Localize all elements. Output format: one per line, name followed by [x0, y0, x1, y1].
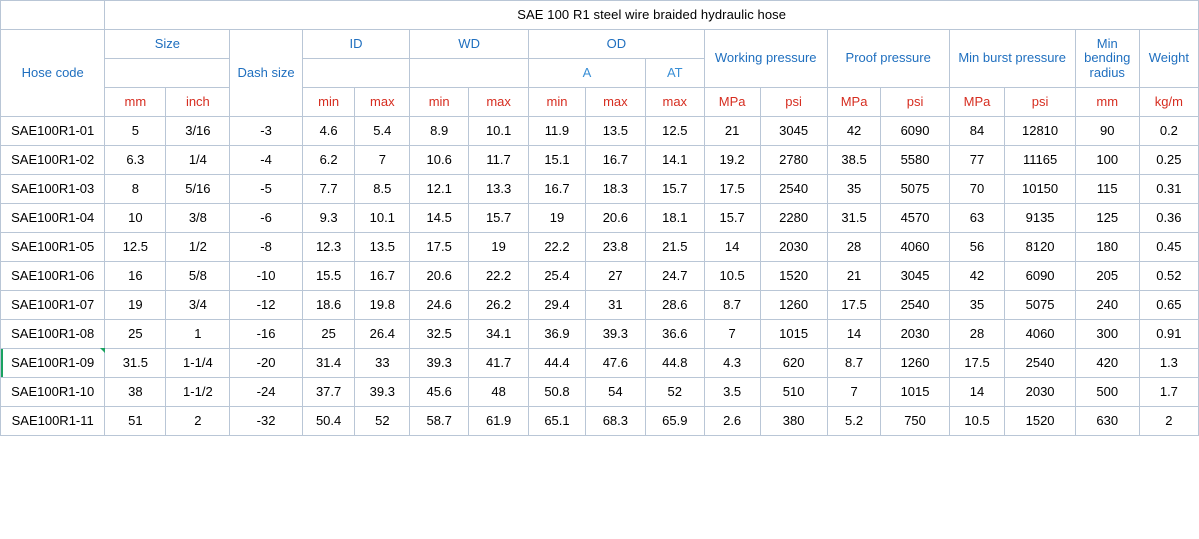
cell-od-a-max: 16.7: [585, 146, 645, 175]
cell-wp-mpa: 15.7: [704, 204, 760, 233]
cell-od-a-max: 20.6: [585, 204, 645, 233]
cell-mb-psi: 6090: [1005, 262, 1075, 291]
cell-od-at-max: 28.6: [645, 291, 704, 320]
col-header-dash-size: Dash size: [230, 30, 302, 117]
cell-dash-size: -12: [230, 291, 302, 320]
cell-id-max: 26.4: [355, 320, 410, 349]
unit-pp-psi: psi: [881, 88, 949, 117]
cell-size-inch: 5/8: [166, 262, 230, 291]
cell-od-a-max: 31: [585, 291, 645, 320]
cell-wd-max: 15.7: [469, 204, 529, 233]
cell-mb-psi: 2030: [1005, 378, 1075, 407]
cell-od-at-max: 15.7: [645, 175, 704, 204]
cell-mb-mpa: 56: [949, 233, 1005, 262]
cell-od-a-min: 22.2: [529, 233, 586, 262]
cell-hose-code: SAE100R1-08: [1, 320, 105, 349]
table-row: [1, 378, 1199, 407]
cell-id-max: 13.5: [355, 233, 410, 262]
cell-wd-max: 13.3: [469, 175, 529, 204]
cell-mb-mpa: 63: [949, 204, 1005, 233]
cell-pp-mpa: 21: [827, 262, 881, 291]
cell-od-a-min: 29.4: [529, 291, 586, 320]
table-row: [1, 204, 1199, 233]
col-header-min-burst-pressure: Min burst pressure: [949, 30, 1075, 88]
header-group-row: [1, 30, 1199, 59]
cell-id-min: 7.7: [302, 175, 355, 204]
cell-mb-psi: 11165: [1005, 146, 1075, 175]
cell-size-inch: 1/2: [166, 233, 230, 262]
cell-od-a-min: 25.4: [529, 262, 586, 291]
cell-od-at-max: 52: [645, 378, 704, 407]
cell-pp-psi: 6090: [881, 117, 949, 146]
cell-size-mm: 19: [105, 291, 166, 320]
cell-hose-code: SAE100R1-10: [1, 378, 105, 407]
cell-dash-size: -16: [230, 320, 302, 349]
unit-wd-max: max: [469, 88, 529, 117]
cell-od-a-max: 47.6: [585, 349, 645, 378]
cell-mb-psi: 5075: [1005, 291, 1075, 320]
cell-pp-mpa: 5.2: [827, 407, 881, 436]
cell-size-mm: 51: [105, 407, 166, 436]
cell-weight: 0.36: [1139, 204, 1198, 233]
cell-id-min: 4.6: [302, 117, 355, 146]
cell-wp-psi: 2280: [760, 204, 827, 233]
cell-wd-max: 10.1: [469, 117, 529, 146]
unit-wd-min: min: [410, 88, 469, 117]
cell-wd-min: 14.5: [410, 204, 469, 233]
cell-dash-size: -3: [230, 117, 302, 146]
cell-wp-psi: 510: [760, 378, 827, 407]
cell-od-at-max: 14.1: [645, 146, 704, 175]
cell-od-a-min: 11.9: [529, 117, 586, 146]
title-spacer-cell: [1, 1, 105, 30]
table-row: [1, 117, 1199, 146]
unit-pp-mpa: MPa: [827, 88, 881, 117]
cell-wd-min: 8.9: [410, 117, 469, 146]
cell-mb-psi: 8120: [1005, 233, 1075, 262]
cell-od-a-max: 68.3: [585, 407, 645, 436]
cell-wd-max: 34.1: [469, 320, 529, 349]
cell-size-inch: 1: [166, 320, 230, 349]
cell-wp-mpa: 3.5: [704, 378, 760, 407]
cell-bending-radius: 500: [1075, 378, 1139, 407]
unit-od-a-min: min: [529, 88, 586, 117]
cell-wp-mpa: 17.5: [704, 175, 760, 204]
cell-id-max: 39.3: [355, 378, 410, 407]
unit-id-min: min: [302, 88, 355, 117]
cell-wp-psi: 380: [760, 407, 827, 436]
cell-size-mm: 12.5: [105, 233, 166, 262]
unit-size-mm: mm: [105, 88, 166, 117]
col-header-od: OD: [529, 30, 705, 59]
cell-pp-mpa: 14: [827, 320, 881, 349]
col-header-wd-spacer: [410, 59, 529, 88]
cell-bending-radius: 115: [1075, 175, 1139, 204]
cell-id-max: 8.5: [355, 175, 410, 204]
cell-od-a-max: 39.3: [585, 320, 645, 349]
cell-mb-mpa: 35: [949, 291, 1005, 320]
cell-mb-psi: 9135: [1005, 204, 1075, 233]
cell-dash-size: -32: [230, 407, 302, 436]
cell-bending-radius: 205: [1075, 262, 1139, 291]
cell-size-mm: 31.5: [105, 349, 166, 378]
cell-wd-min: 10.6: [410, 146, 469, 175]
cell-size-inch: 5/16: [166, 175, 230, 204]
cell-pp-mpa: 7: [827, 378, 881, 407]
cell-pp-psi: 3045: [881, 262, 949, 291]
cell-size-mm: 38: [105, 378, 166, 407]
cell-id-min: 6.2: [302, 146, 355, 175]
cell-pp-mpa: 28: [827, 233, 881, 262]
cell-pp-psi: 2030: [881, 320, 949, 349]
cell-od-at-max: 24.7: [645, 262, 704, 291]
cell-od-a-min: 15.1: [529, 146, 586, 175]
col-header-hose-code: Hose code: [1, 30, 105, 117]
unit-weight-kgm: kg/m: [1139, 88, 1198, 117]
cell-wp-mpa: 21: [704, 117, 760, 146]
cell-od-a-min: 36.9: [529, 320, 586, 349]
cell-hose-code: SAE100R1-09: [1, 349, 105, 378]
cell-id-max: 19.8: [355, 291, 410, 320]
cell-id-min: 31.4: [302, 349, 355, 378]
cell-weight: 1.3: [1139, 349, 1198, 378]
cell-weight: 0.31: [1139, 175, 1198, 204]
cell-id-max: 52: [355, 407, 410, 436]
cell-wp-psi: 1520: [760, 262, 827, 291]
cell-id-max: 10.1: [355, 204, 410, 233]
table-row: [1, 349, 1199, 378]
col-header-od-a: A: [529, 59, 646, 88]
cell-bending-radius: 300: [1075, 320, 1139, 349]
cell-size-mm: 6.3: [105, 146, 166, 175]
cell-hose-code: SAE100R1-11: [1, 407, 105, 436]
cell-id-min: 37.7: [302, 378, 355, 407]
cell-bending-radius: 630: [1075, 407, 1139, 436]
cell-wp-mpa: 10.5: [704, 262, 760, 291]
cell-weight: 0.65: [1139, 291, 1198, 320]
cell-size-inch: 3/4: [166, 291, 230, 320]
cell-size-inch: 3/16: [166, 117, 230, 146]
cell-mb-mpa: 84: [949, 117, 1005, 146]
cell-wd-min: 20.6: [410, 262, 469, 291]
cell-wd-min: 24.6: [410, 291, 469, 320]
cell-size-mm: 25: [105, 320, 166, 349]
unit-od-at-max: max: [645, 88, 704, 117]
cell-od-at-max: 36.6: [645, 320, 704, 349]
cell-pp-mpa: 17.5: [827, 291, 881, 320]
cell-wp-psi: 1260: [760, 291, 827, 320]
cell-pp-mpa: 42: [827, 117, 881, 146]
cell-wp-mpa: 8.7: [704, 291, 760, 320]
cell-dash-size: -6: [230, 204, 302, 233]
cell-wd-min: 45.6: [410, 378, 469, 407]
cell-wd-max: 19: [469, 233, 529, 262]
col-header-od-at: AT: [645, 59, 704, 88]
cell-weight: 2: [1139, 407, 1198, 436]
cell-od-at-max: 21.5: [645, 233, 704, 262]
cell-wd-max: 26.2: [469, 291, 529, 320]
cell-pp-psi: 2540: [881, 291, 949, 320]
cell-dash-size: -20: [230, 349, 302, 378]
cell-od-a-max: 18.3: [585, 175, 645, 204]
cell-hose-code: SAE100R1-01: [1, 117, 105, 146]
cell-wp-mpa: 19.2: [704, 146, 760, 175]
cell-dash-size: -4: [230, 146, 302, 175]
col-header-working-pressure: Working pressure: [704, 30, 827, 88]
cell-wd-min: 58.7: [410, 407, 469, 436]
table-row: [1, 407, 1199, 436]
cell-weight: 0.25: [1139, 146, 1198, 175]
col-header-size-spacer: [105, 59, 230, 88]
cell-wd-max: 61.9: [469, 407, 529, 436]
cell-pp-mpa: 38.5: [827, 146, 881, 175]
unit-mb-mpa: MPa: [949, 88, 1005, 117]
cell-pp-psi: 5075: [881, 175, 949, 204]
cell-od-at-max: 65.9: [645, 407, 704, 436]
cell-od-at-max: 12.5: [645, 117, 704, 146]
cell-pp-psi: 4570: [881, 204, 949, 233]
col-header-id: ID: [302, 30, 409, 59]
cell-size-mm: 16: [105, 262, 166, 291]
cell-id-min: 25: [302, 320, 355, 349]
unit-wp-psi: psi: [760, 88, 827, 117]
col-header-min-bending-radius: Min bending radius: [1075, 30, 1139, 88]
cell-wp-psi: 2780: [760, 146, 827, 175]
cell-wp-mpa: 7: [704, 320, 760, 349]
cell-weight: 0.2: [1139, 117, 1198, 146]
cell-mb-psi: 2540: [1005, 349, 1075, 378]
cell-hose-code: SAE100R1-06: [1, 262, 105, 291]
title-row: [1, 1, 1199, 30]
cell-mb-psi: 12810: [1005, 117, 1075, 146]
table-row: [1, 146, 1199, 175]
cell-bending-radius: 240: [1075, 291, 1139, 320]
cell-mb-mpa: 10.5: [949, 407, 1005, 436]
cell-wd-max: 22.2: [469, 262, 529, 291]
table-row: [1, 175, 1199, 204]
col-header-size: Size: [105, 30, 230, 59]
cell-dash-size: -5: [230, 175, 302, 204]
cell-weight: 0.52: [1139, 262, 1198, 291]
cell-id-min: 9.3: [302, 204, 355, 233]
page-title: SAE 100 R1 steel wire braided hydraulic hose: [105, 1, 1199, 30]
cell-size-mm: 8: [105, 175, 166, 204]
cell-id-min: 12.3: [302, 233, 355, 262]
cell-od-a-max: 13.5: [585, 117, 645, 146]
cell-wd-min: 32.5: [410, 320, 469, 349]
cell-bending-radius: 100: [1075, 146, 1139, 175]
cell-od-a-max: 27: [585, 262, 645, 291]
cell-pp-mpa: 31.5: [827, 204, 881, 233]
cell-mb-mpa: 70: [949, 175, 1005, 204]
cell-wd-max: 48: [469, 378, 529, 407]
table-row: [1, 262, 1199, 291]
unit-size-inch: inch: [166, 88, 230, 117]
col-header-wd: WD: [410, 30, 529, 59]
cell-pp-psi: 4060: [881, 233, 949, 262]
cell-id-min: 18.6: [302, 291, 355, 320]
cell-bending-radius: 180: [1075, 233, 1139, 262]
cell-wd-min: 12.1: [410, 175, 469, 204]
cell-pp-psi: 1260: [881, 349, 949, 378]
cell-dash-size: -8: [230, 233, 302, 262]
cell-mb-mpa: 28: [949, 320, 1005, 349]
cell-id-min: 50.4: [302, 407, 355, 436]
cell-wp-mpa: 14: [704, 233, 760, 262]
cell-dash-size: -10: [230, 262, 302, 291]
cell-size-inch: 2: [166, 407, 230, 436]
cell-od-a-max: 23.8: [585, 233, 645, 262]
cell-pp-mpa: 35: [827, 175, 881, 204]
cell-mb-mpa: 17.5: [949, 349, 1005, 378]
table-row: [1, 320, 1199, 349]
cell-od-a-min: 65.1: [529, 407, 586, 436]
cell-id-max: 33: [355, 349, 410, 378]
cell-size-inch: 1/4: [166, 146, 230, 175]
cell-bending-radius: 420: [1075, 349, 1139, 378]
cell-bending-radius: 90: [1075, 117, 1139, 146]
cell-wp-mpa: 2.6: [704, 407, 760, 436]
col-header-id-spacer: [302, 59, 409, 88]
cell-wp-psi: 3045: [760, 117, 827, 146]
cell-wp-psi: 620: [760, 349, 827, 378]
cell-dash-size: -24: [230, 378, 302, 407]
table-row: [1, 291, 1199, 320]
cell-wd-max: 11.7: [469, 146, 529, 175]
cell-pp-psi: 1015: [881, 378, 949, 407]
cell-hose-code: SAE100R1-02: [1, 146, 105, 175]
cell-mb-psi: 1520: [1005, 407, 1075, 436]
cell-od-a-max: 54: [585, 378, 645, 407]
cell-size-mm: 10: [105, 204, 166, 233]
cell-wd-max: 41.7: [469, 349, 529, 378]
cell-od-a-min: 19: [529, 204, 586, 233]
cell-pp-psi: 5580: [881, 146, 949, 175]
cell-wd-min: 39.3: [410, 349, 469, 378]
cell-mb-mpa: 14: [949, 378, 1005, 407]
cell-weight: 1.7: [1139, 378, 1198, 407]
cell-wp-psi: 2540: [760, 175, 827, 204]
unit-wp-mpa: MPa: [704, 88, 760, 117]
cell-od-a-min: 44.4: [529, 349, 586, 378]
cell-wp-psi: 2030: [760, 233, 827, 262]
cell-od-at-max: 44.8: [645, 349, 704, 378]
cell-hose-code: SAE100R1-04: [1, 204, 105, 233]
cell-size-inch: 1-1/2: [166, 378, 230, 407]
cell-wp-mpa: 4.3: [704, 349, 760, 378]
unit-od-a-max: max: [585, 88, 645, 117]
cell-od-at-max: 18.1: [645, 204, 704, 233]
unit-bending-radius-mm: mm: [1075, 88, 1139, 117]
cell-pp-mpa: 8.7: [827, 349, 881, 378]
cell-size-mm: 5: [105, 117, 166, 146]
cell-hose-code: SAE100R1-05: [1, 233, 105, 262]
cell-mb-psi: 4060: [1005, 320, 1075, 349]
cell-id-min: 15.5: [302, 262, 355, 291]
cell-id-max: 16.7: [355, 262, 410, 291]
cell-wd-min: 17.5: [410, 233, 469, 262]
cell-mb-mpa: 77: [949, 146, 1005, 175]
cell-weight: 0.91: [1139, 320, 1198, 349]
cell-size-inch: 3/8: [166, 204, 230, 233]
cell-hose-code: SAE100R1-03: [1, 175, 105, 204]
cell-id-max: 5.4: [355, 117, 410, 146]
cell-od-a-min: 16.7: [529, 175, 586, 204]
col-header-weight: Weight: [1139, 30, 1198, 88]
cell-bending-radius: 125: [1075, 204, 1139, 233]
cell-mb-psi: 10150: [1005, 175, 1075, 204]
header-units-row: [1, 88, 1199, 117]
cell-wp-psi: 1015: [760, 320, 827, 349]
unit-mb-psi: psi: [1005, 88, 1075, 117]
cell-pp-psi: 750: [881, 407, 949, 436]
cell-id-max: 7: [355, 146, 410, 175]
cell-od-a-min: 50.8: [529, 378, 586, 407]
cell-mb-mpa: 42: [949, 262, 1005, 291]
table-row: [1, 233, 1199, 262]
col-header-proof-pressure: Proof pressure: [827, 30, 949, 88]
unit-id-max: max: [355, 88, 410, 117]
cell-size-inch: 1-1/4: [166, 349, 230, 378]
cell-hose-code: SAE100R1-07: [1, 291, 105, 320]
cell-weight: 0.45: [1139, 233, 1198, 262]
